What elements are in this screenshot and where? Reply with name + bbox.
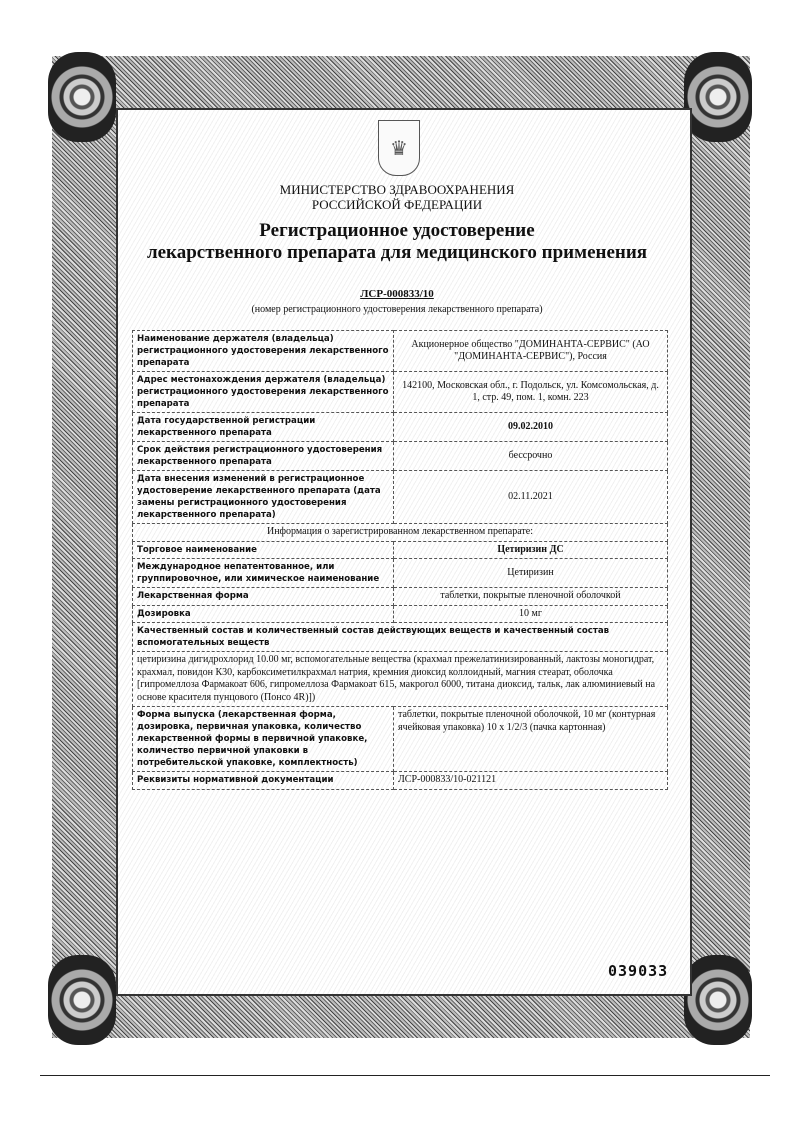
document-title bbox=[0, 220, 794, 264]
registration-number-caption: (номер регистрационного удостоверения лекарственного препарата) bbox=[251, 304, 543, 315]
composition-heading: Качественный состав и количественный состав действующих веществ и качественный состав вспомогательных веществ bbox=[133, 623, 668, 652]
page-divider bbox=[40, 1075, 770, 1076]
registration-number: ЛСР-000833/10 bbox=[360, 288, 434, 300]
row-label: Дата внесения изменений в регистрационное удостоверение лекарственного препарата (дата замены регистрационного удостоверения лекарственного препарата) bbox=[133, 471, 394, 524]
table-row bbox=[133, 541, 668, 559]
table-row bbox=[133, 605, 668, 623]
corner-ornament bbox=[684, 955, 752, 1045]
ministry-line-2: РОССИЙСКОЙ ФЕДЕРАЦИИ bbox=[311, 197, 483, 212]
ministry-line-1: МИНИСТЕРСТВО ЗДРАВООХРАНЕНИЯ bbox=[279, 182, 515, 197]
row-value: Цетиризин bbox=[394, 559, 668, 588]
table-row bbox=[133, 471, 668, 524]
table-row bbox=[133, 707, 668, 772]
row-label: Срок действия регистрационного удостоверения лекарственного препарата bbox=[133, 442, 394, 471]
table-row bbox=[133, 413, 668, 442]
trade-name: Цетиризин ДС bbox=[394, 541, 668, 559]
row-value: Акционерное общество "ДОМИНАНТА-СЕРВИС" (АО "ДОМИНАНТА-СЕРВИС"), Россия bbox=[394, 331, 668, 372]
corner-ornament bbox=[48, 52, 116, 142]
serial-number: 039033 bbox=[608, 962, 669, 980]
composition-text: цетиризина дигидрохлорид 10.00 мг, вспомогательные вещества (крахмал прежелатинизированный, лактозы моногидрат, крахмал, повидон К30, карбоксиметилкрахмал натрия, кремния диоксид коллоидный, магния стеарат, оболочка [гипромеллоза Фармакоат 606, гипромеллоза Фармакоат 615, макрогол 6000, титана диоксид, тальк, лак алюминиевый на основе красителя пунцового (Понсо 4R)]) bbox=[133, 652, 668, 707]
row-value: 09.02.2010 bbox=[394, 413, 668, 442]
row-label: Форма выпуска (лекарственная форма, дозировка, первичная упаковка, количество лекарственной формы в первичной упаковке, количество первичной упаковки в потребительской упаковке, комплектность) bbox=[133, 707, 394, 772]
table-row bbox=[133, 623, 668, 652]
row-label: Дата государственной регистрации лекарственного препарата bbox=[133, 413, 394, 442]
table-row bbox=[133, 652, 668, 707]
row-value: ЛСР-000833/10-021121 bbox=[394, 772, 668, 790]
table-row bbox=[133, 772, 668, 790]
row-value: 142100, Московская обл., г. Подольск, ул. Комсомольская, д. 1, стр. 49, пом. 1, комн. 223 bbox=[394, 372, 668, 413]
row-label: Лекарственная форма bbox=[133, 588, 394, 606]
table-row bbox=[133, 588, 668, 606]
table-row bbox=[133, 524, 668, 542]
row-label: Дозировка bbox=[133, 605, 394, 623]
table-row bbox=[133, 372, 668, 413]
certificate-table bbox=[132, 330, 668, 790]
row-value: 10 мг bbox=[394, 605, 668, 623]
title-line-2: лекарственного препарата для медицинского применения bbox=[146, 242, 648, 263]
row-label: Международное непатентованное, или группировочное, или химическое наименование bbox=[133, 559, 394, 588]
coat-of-arms-icon: ♛ bbox=[378, 120, 420, 176]
table-row bbox=[133, 442, 668, 471]
table-row bbox=[133, 331, 668, 372]
ministry-name bbox=[0, 182, 794, 212]
row-label: Наименование держателя (владельца) регистрационного удостоверения лекарственного препарата bbox=[133, 331, 394, 372]
corner-ornament bbox=[48, 955, 116, 1045]
row-value: 02.11.2021 bbox=[394, 471, 668, 524]
table-row bbox=[133, 559, 668, 588]
row-label: Адрес местонахождения держателя (владельца) регистрационного удостоверения лекарственного препарата bbox=[133, 372, 394, 413]
row-label: Реквизиты нормативной документации bbox=[133, 772, 394, 790]
corner-ornament bbox=[684, 52, 752, 142]
row-label: Торговое наименование bbox=[133, 541, 394, 559]
row-value: бессрочно bbox=[394, 442, 668, 471]
info-heading: Информация о зарегистрированном лекарственном препарате: bbox=[133, 524, 668, 542]
title-line-1: Регистрационное удостоверение bbox=[259, 220, 535, 241]
row-value: таблетки, покрытые пленочной оболочкой, 10 мг (контурная ячейковая упаковка) 10 x 1/2/3 (пачка картонная) bbox=[394, 707, 668, 772]
row-value: таблетки, покрытые пленочной оболочкой bbox=[394, 588, 668, 606]
